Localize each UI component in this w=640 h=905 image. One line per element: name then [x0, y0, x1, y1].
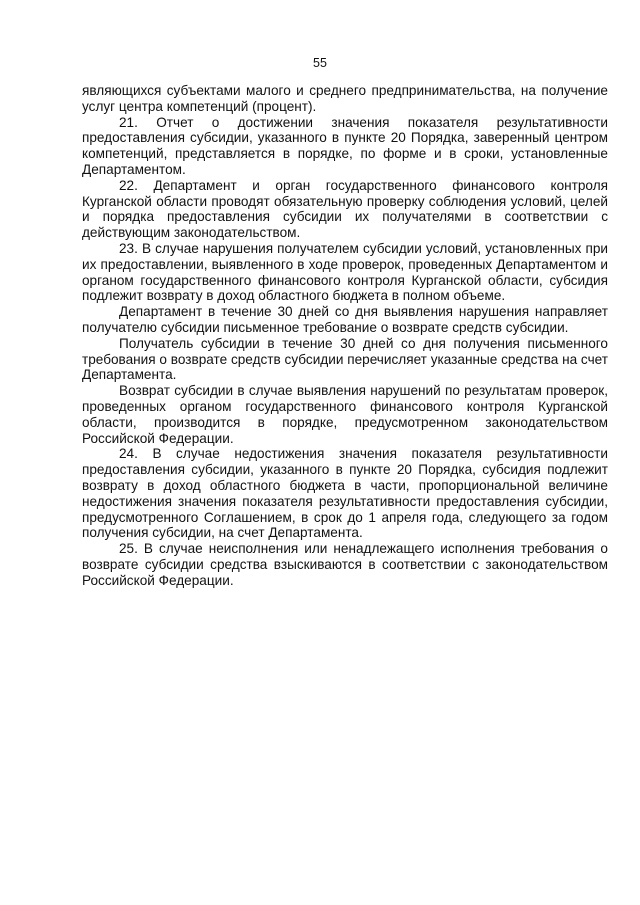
paragraph-23-notice: Департамент в течение 30 дней со дня выявления нарушения направляет получателю субсидии письменное требование о возврате средств субсидии.	[82, 304, 608, 335]
paragraph-23-repayment: Получатель субсидии в течение 30 дней со дня получения письменного требования о возврате средств субсидии перечисляет указанные средства на счет Департамента.	[82, 335, 608, 383]
paragraph-24: 24. В случае недостижения значения показателя результативности предоставления субсидии, указанного в пункте 20 Порядка, субсидия подлежит возврату в доход областного бюджета в части, пропорциональной величине недостижения значения показателя результативности предоставления субсидии, предусмотренного Соглашением, в срок до 1 апреля года, следующего за годом получения субсидии, на счет Департамента.	[82, 446, 608, 541]
paragraph-25: 25. В случае неисполнения или ненадлежащего исполнения требования о возврате субсидии средства взыскиваются в соответствии с законодательством Российской Федерации.	[82, 541, 608, 588]
document-body	[82, 83, 608, 589]
paragraph-23-control: Возврат субсидии в случае выявления нарушений по результатам проверок, проведенных органом государственного финансового контроля Курганской области, производится в порядке, предусмотренном законодательством Российской Федерации.	[82, 383, 608, 446]
paragraph-continuation: являющихся субъектами малого и среднего предпринимательства, на получение услуг центра компетенций (процент).	[82, 83, 608, 114]
paragraph-22: 22. Департамент и орган государственного финансового контроля Курганской области проводят обязательную проверку соблюдения условий, целей и порядка предоставления субсидии их получателями в соответствии с действующим законодательством.	[82, 177, 608, 241]
paragraph-23: 23. В случае нарушения получателем субсидии условий, установленных при их предоставлении, выявленного в ходе проверок, проведенных Департаментом и органом государственного финансового контроля Курганской области, субсидия подлежит возврату в доход областного бюджета в полном объеме.	[82, 240, 608, 304]
page-number: 55	[313, 56, 327, 70]
paragraph-21: 21. Отчет о достижении значения показателя результативности предоставления субсидии, указанного в пункте 20 Порядка, заверенный центром компетенций, представляется в порядке, по форме и в сроки, установленные Департаментом.	[82, 114, 608, 177]
